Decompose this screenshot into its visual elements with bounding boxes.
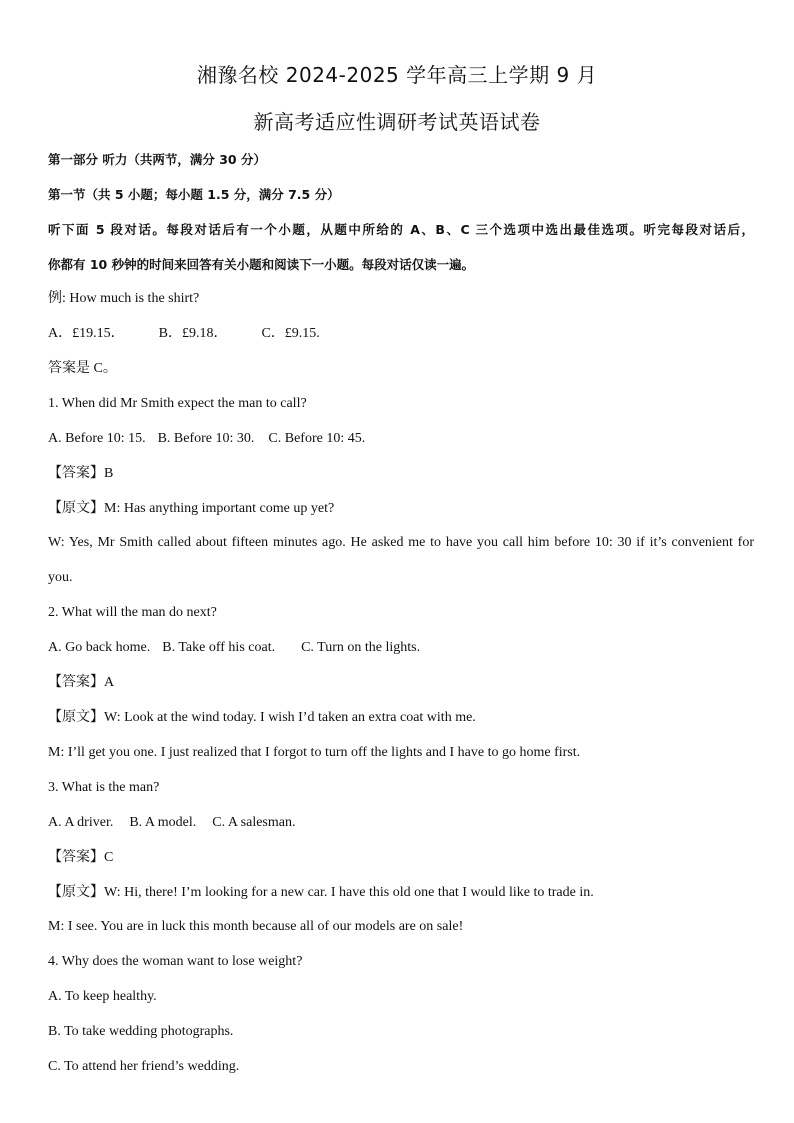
subsection-heading: 第一节（共 5 小题；每小题 1.5 分，满分 7.5 分） bbox=[48, 187, 340, 202]
example-option-a: A．£19.15． bbox=[48, 326, 125, 341]
q1-option-b: B. Before 10: 30. bbox=[157, 431, 255, 446]
q3-script-line-2: M: I see. You are in luck this month because all of our models are on sale! bbox=[48, 919, 464, 934]
q2-option-c: C. Turn on the lights. bbox=[301, 640, 421, 655]
q4-question: 4. Why does the woman want to lose weight? bbox=[48, 954, 303, 969]
q2-option-b: B. Take off his coat. bbox=[162, 640, 276, 655]
instructions-line-1: 听下面 5 段对话。每段对话后有一个小题，从题中所给的 A、B、C 三个选项中选出最佳选项。听完每段对话后， bbox=[48, 222, 754, 237]
q1-script-line-3: you. bbox=[48, 570, 73, 585]
q1-options bbox=[48, 430, 754, 448]
example-option-b: B．£9.18． bbox=[158, 326, 228, 341]
q2-options bbox=[48, 639, 754, 657]
q3-answer: 【答案】C bbox=[48, 850, 114, 865]
example-question: 例: How much is the shirt? bbox=[48, 291, 200, 306]
q2-script-line-1: 【原文】W: Look at the wind today. I wish I’d taken an extra coat with me. bbox=[48, 710, 476, 725]
q2-answer: 【答案】A bbox=[48, 675, 115, 690]
section-heading: 第一部分 听力（共两节，满分 30 分） bbox=[48, 152, 266, 167]
example-options bbox=[48, 325, 754, 343]
q1-option-a: A. Before 10: 15. bbox=[48, 431, 146, 446]
q3-option-b: B. A model. bbox=[129, 815, 197, 830]
instructions-line-2: 你都有 10 秒钟的时间来回答有关小题和阅读下一小题。每段对话仅读一遍。 bbox=[48, 257, 475, 272]
q4-option-c: C. To attend her friend’s wedding. bbox=[48, 1059, 240, 1074]
q1-script-line-2: W: Yes, Mr Smith called about fifteen minutes ago. He asked me to have you call him before 10: 30 if it’s convenient for bbox=[48, 535, 754, 550]
example-option-c: C．£9.15. bbox=[261, 326, 320, 341]
page-title: 湘豫名校 2024-2025 学年高三上学期 9 月 bbox=[196, 63, 598, 87]
q3-option-a: A. A driver. bbox=[48, 815, 114, 830]
q4-option-a: A. To keep healthy. bbox=[48, 989, 157, 1004]
q2-question: 2. What will the man do next? bbox=[48, 605, 217, 620]
q3-question: 3. What is the man? bbox=[48, 780, 160, 795]
q1-script-line-1: 【原文】M: Has anything important come up yet? bbox=[48, 501, 335, 516]
q2-script-line-2: M: I’ll get you one. I just realized that I forgot to turn off the lights and I have to go home first. bbox=[48, 745, 581, 760]
q3-option-c: C. A salesman. bbox=[212, 815, 296, 830]
q4-option-b: B. To take wedding photographs. bbox=[48, 1024, 234, 1039]
q1-option-c: C. Before 10: 45. bbox=[268, 431, 366, 446]
q3-script-line-1: 【原文】W: Hi, there! I’m looking for a new car. I have this old one that I would like to trade in. bbox=[48, 885, 594, 900]
q1-question: 1. When did Mr Smith expect the man to call? bbox=[48, 396, 307, 411]
page-subtitle: 新高考适应性调研考试英语试卷 bbox=[253, 110, 541, 134]
q3-options bbox=[48, 814, 754, 832]
q2-option-a: A. Go back home. bbox=[48, 640, 151, 655]
q1-answer: 【答案】B bbox=[48, 466, 114, 481]
example-answer: 答案是 C。 bbox=[48, 361, 117, 376]
